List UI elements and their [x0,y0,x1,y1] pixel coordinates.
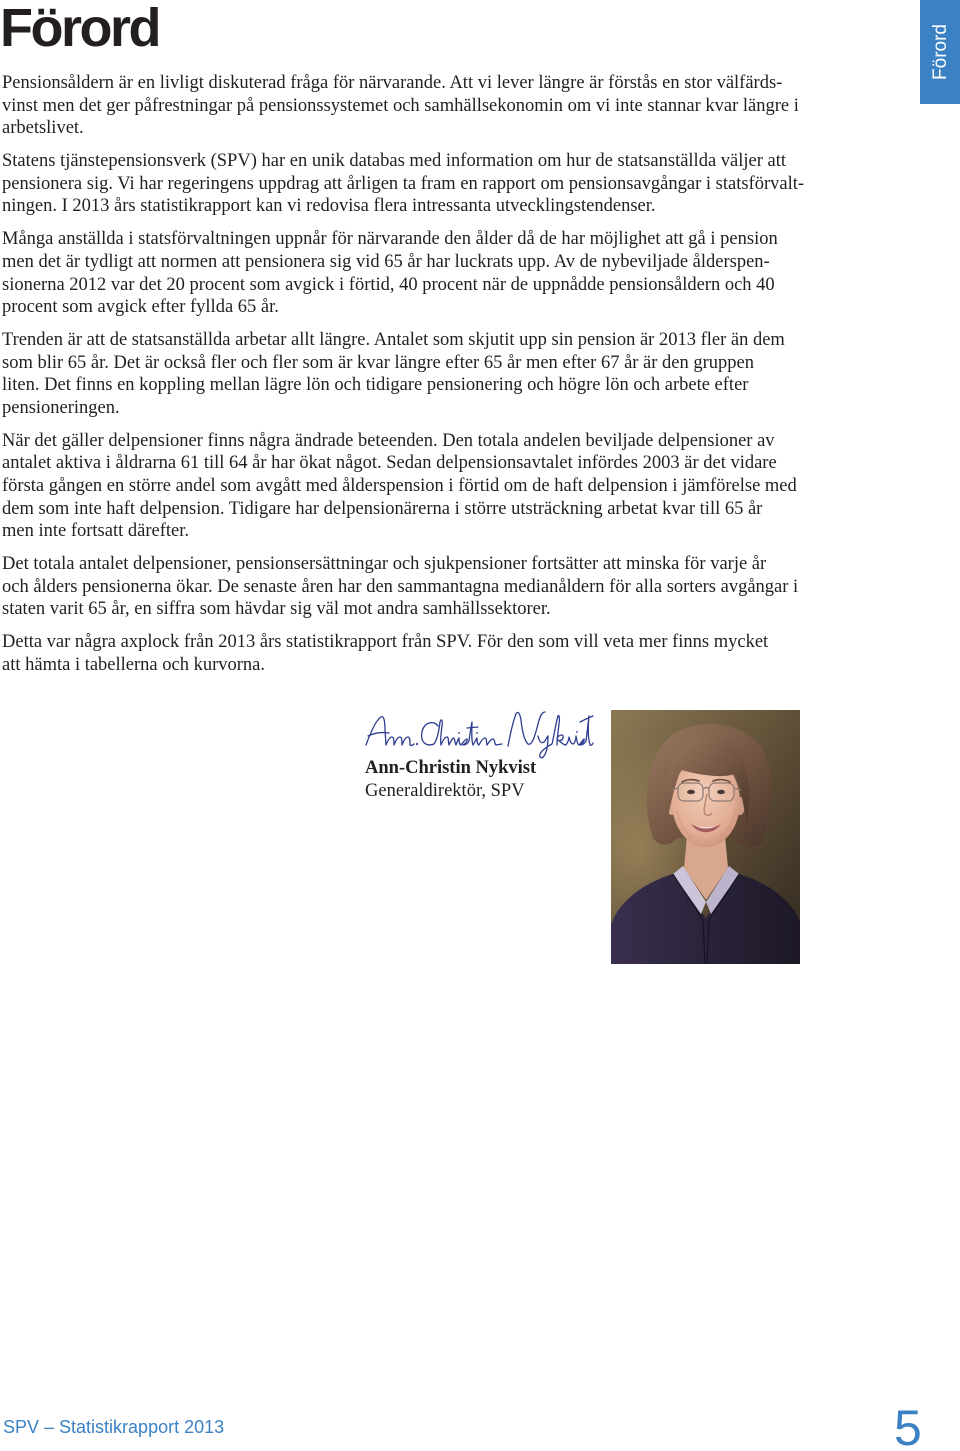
body-paragraph [2,553,902,621]
body-paragraph [2,150,902,218]
text-line: dem som inte haft delpension. Tidigare har delpensionärerna i större utsträckning arbetat kvar till 65 år [2,498,763,519]
signature-dot [476,732,478,734]
body-text [2,72,902,687]
text-line: och ålders pensionerna ökar. De senaste åren har den sammantagna medianåldern för alla sorters avgångar i [2,576,799,597]
signature-dot [458,732,460,734]
text-line: antalet aktiva i åldrarna 61 till 64 år har ökat något. Sedan delpensionsavtalet infördes 2003 är det vidare [2,453,777,474]
text-line: Trenden är att de statsanställda arbetar allt längre. Antalet som skjutit upp sin pension är 2013 fler än dem [2,330,785,351]
signatory-block [365,757,536,802]
text-line: men det är tydligt att normen att pensionera sig vid 65 år har luckrats upp. Av de nybeviljade ålderspen- [2,251,770,272]
body-paragraph [2,329,902,419]
text-line: procent som avgick efter fyllda 65 år. [2,297,279,318]
text-line: staten varit 65 år, en siffra som hävdar sig väl mot andra samhällssektorer. [2,599,551,620]
text-line: Pensionsåldern är en livligt diskuterad fråga för närvarande. Att vi lever längre är förstås en stor välfärds- [2,73,783,93]
text-line: pensioneringen. [2,397,120,418]
signature-stroke-middle-name [422,720,502,745]
side-tab-label: Förord [929,24,951,80]
text-line: första gången en större andel som avgått med ålderspension i förtid om de haft delpension i jämförelse med [2,476,797,497]
text-line: pensionera sig. Vi har regeringens uppdrag att årligen ta fram en rapport om pensionsavgångar i statsförvalt- [2,173,805,194]
text-line: arbetslivet. [2,118,84,139]
handwritten-signature [362,706,594,762]
text-line: Detta var några axplock från 2013 års statistikrapport från SPV. För den som vill veta mer finns mycket [2,632,769,653]
body-paragraph [2,72,902,140]
text-line: När det gäller delpensioner finns några ändrade beteenden. Den totala andelen beviljade delpensioner av [2,430,775,451]
text-line: Statens tjänstepensionsverk (SPV) har en unik databas med information om hur de statsanställda väljer att [2,151,787,172]
text-line: som blir 65 år. Det är också fler och fler som är kvar längre efter 65 år men efter 67 år är den gruppen [2,352,755,373]
glasses-lens-right [709,783,734,801]
signature-dot [416,743,418,745]
body-paragraph [2,631,902,676]
text-line: Det totala antalet delpensioner, pensionsersättningar och sjukpensioner fortsätter att minska för varje år [2,554,767,575]
page-number: 5 [894,1400,922,1451]
text-line: Många anställda i statsförvaltningen uppnår för närvarande den ålder då de har möjlighet att gå i pension [2,229,778,250]
signature-dot [576,731,578,733]
signature-stroke-first-name [366,717,414,746]
text-line: ningen. I 2013 års statistikrapport kan vi redovisa flera intressanta utvecklingstendenser. [2,196,656,217]
glasses-lens-left [678,783,703,801]
signatory-name: Ann-Christin Nykvist [365,758,537,778]
text-line: att hämta i tabellerna och kurvorna. [2,655,266,675]
portrait-photo [611,710,800,964]
text-line: sionerna 2012 var det 20 procent som avgick i förtid, 40 procent när de uppnådde pensionsåldern och 40 [2,274,775,295]
text-line: liten. Det finns en koppling mellan lägre lön och tidigare pensionering och högre lön och arbete efter [2,375,749,396]
footer-publication-title: SPV – Statistikrapport 2013 [3,1417,225,1437]
page-title: Förord [0,0,159,58]
section-side-tab [920,0,960,104]
text-line: vinst men det ger påfrestningar på pensionssystemet och samhällsekonomin om vi inte stannar kvar längre i [2,95,799,116]
text-line: men inte fortsatt därefter. [2,521,189,542]
body-paragraph [2,228,902,318]
signatory-role: Generaldirektör, SPV [365,780,525,801]
body-paragraph [2,430,902,543]
signature-stroke-last-name [508,712,593,758]
